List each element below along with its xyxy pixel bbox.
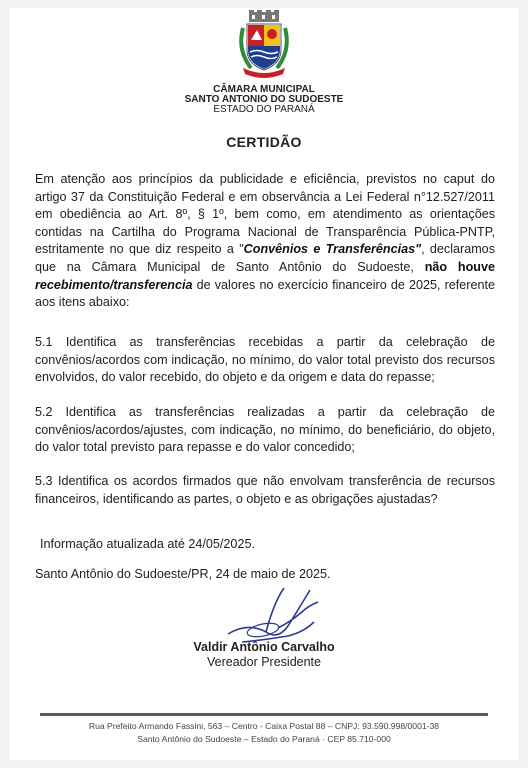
intro-text-3: de valores no exercício financeiro de 2025, referente aos itens abaixo: (35, 277, 495, 310)
signatory-name: Valdir Antônio Carvalho (193, 640, 335, 654)
footer-divider (40, 713, 488, 716)
place-and-date: Santo Antônio do Sudoeste/PR, 24 de maio de 2025. (35, 567, 331, 581)
intro-paragraph (35, 171, 495, 312)
intro-bold-statement: não houve (424, 259, 495, 274)
footer-address: Rua Prefeito Armando Fassini, 563 – Centro - Caixa Postal 88 – CNPJ: 93.590.998/0001-38 (88, 721, 440, 731)
document-title: CERTIDÃO (226, 134, 302, 150)
municipal-coat-of-arms (237, 10, 291, 78)
intro-emphasis-topic: Convênios e Transferências" (243, 242, 422, 257)
item-5-1: 5.1 Identifica as transferências recebidas a partir da celebração de convênios/acordos com indicação, no mínimo, do valor total previsto dos recursos envolvidos, do valor recebido, do objeto e da origem e data do repasse; (35, 335, 495, 385)
footer-location: Santo Antônio do Sudoeste – Estado do Paraná · CEP 85.710-000 (137, 734, 391, 744)
signatory-role: Vereador Presidente (207, 655, 321, 669)
update-info: Informação atualizada até 24/05/2025. (40, 537, 255, 551)
intro-text-1: Em atenção aos princípios da publicidade e eficiência, previstos no caput do artigo 37 da Constituição Federal e em observância a Lei Federal n°12.527/2011 em obediência ao Art. 8º, § 1º, bem como, em atendimento as orientações contidas na Cartilha do Programa Nacional de Transparência Pública-PNTP, estritamente no que diz respeito a " (35, 172, 495, 257)
state-name: ESTADO DO PARANÁ (213, 104, 315, 115)
intro-emphasis-statement: recebimento/transferencia (35, 277, 193, 292)
municipality-name: SANTO ANTONIO DO SUDOESTE (184, 94, 344, 105)
item-5-2: 5.2 Identifica as transferências realizadas a partir da celebração de convênios/acordos/ajustes, com indicação, no mínimo, do beneficiário, do objeto, do valor total previsto para repasse e do valor concedido; (35, 405, 495, 455)
item-5-3: 5.3 Identifica os acordos firmados que não envolvam transferência de recursos financeiros, identificando as partes, o objeto e as obrigações ajustadas? (35, 474, 495, 506)
intro-text-2: , declaramos que na Câmara Municipal de Santo Antônio do Sudoeste, (35, 242, 495, 274)
institution-name: CÂMARA MUNICIPAL (213, 84, 315, 95)
